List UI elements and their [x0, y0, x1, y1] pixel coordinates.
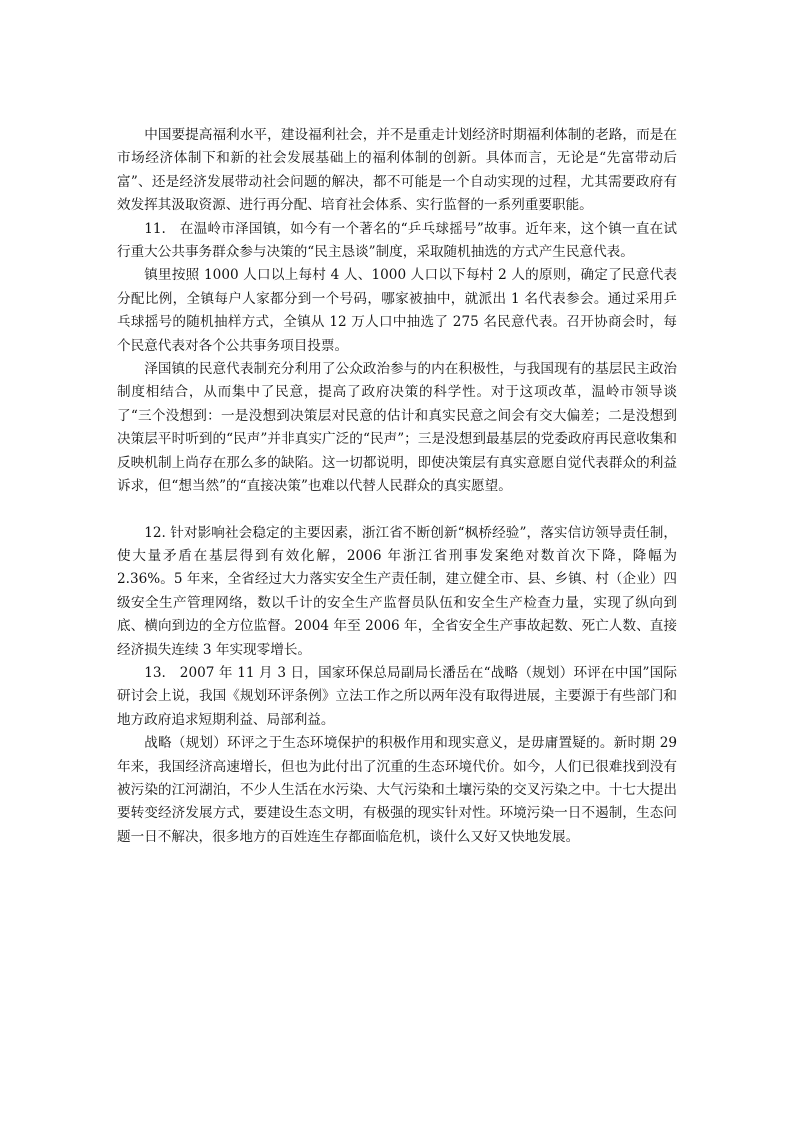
- paragraph-welfare: 中国要提高福利水平，建设福利社会，并不是重走计划经济时期福利体制的老路，而是在市场经济体制下和新的社会发展基础上的福利体制的创新。具体而言，无论是“先富带动后富”、还是经济发展带动社会问题的解决，都不可能是一个自动实现的过程，尤其需要政府有效发挥其汲取资源、进行再分配、培育社会体系、实行监督的一系列重要职能。: [117, 127, 677, 214]
- paragraph-13-environment: 战略（规划）环评之于生态环境保护的积极作用和现实意义，是毋庸置疑的。新时期 29 年来，我国经济高速增长，但也为此付出了沉重的生态环境代价。如今，人们已很难找到没有被污染的江河湖泊，不少人生活在水污染、大气污染和土壤污染的交叉污染之中。十七大提出要转变经济发展方式，要建设生态文明，有极强的现实针对性。环境污染一日不遏制，生态问题一日不解决，很多地方的百姓连生存都面临危机，谈什么又好又快地发展。: [117, 735, 677, 845]
- paragraph-12: 12. 针对影响社会稳定的主要因素，浙江省不断创新“枫桥经验”，落实信访领导责任制，使大量矛盾在基层得到有效化解，2006 年浙江省刑事发案绝对数首次下降，降幅为 2.36%。5 年来，全省经过大力落实安全生产责任制，建立健全市、县、乡镇、村（企业）四级安全生产管理网络，数以千计的安全生产监督员队伍和安全生产检查力量，实现了纵向到底、横向到边的全方位监督。2004 年至 2006 年，全省安全生产事故起数、死亡人数、直接经济损失连续 3 年实现零增长。: [117, 524, 677, 658]
- paragraph-11-sampling: 镇里按照 1000 人口以上每村 4 人、1000 人口以下每村 2 人的原则，确定了民意代表分配比例，全镇每户人家都分到一个号码，哪家被抽中，就派出 1 名代表参会。通过采用乒乓球摇号的随机抽样方式，全镇从 12 万人口中抽选了 275 名民意代表。召开协商会时，每个民意代表对各个公共事务项目投票。: [117, 267, 677, 354]
- paragraph-gap: [117, 499, 677, 522]
- paragraph-13: 13. 2007 年 11 月 3 日，国家环保总局副局长潘岳在“战略（规划）环评在中国”国际研讨会上说，我国《规划环评条例》立法工作之所以两年没有取得进展，主要源于有些部门和地方政府追求短期利益、局部利益。: [117, 664, 677, 728]
- paragraph-11: 11. 在温岭市泽国镇，如今有一个著名的“乒乓球摇号”故事。近年来，这个镇一直在试行重大公共事务群众参与决策的“民主恳谈”制度，采取随机抽选的方式产生民意代表。: [117, 220, 677, 261]
- document-body: [117, 124, 677, 849]
- paragraph-11-reform: 泽国镇的民意代表制充分利用了公众政治参与的内在积极性，与我国现有的基层民主政治制度相结合，从而集中了民意，提高了政府决策的科学性。对于这项改革，温岭市领导谈了“三个没想到：一是没想到决策层对民意的估计和真实民意之间会有交大偏差；二是没想到决策层平时听到的“民声”并非真实广泛的“民声”；三是没想到最基层的党委政府再民意收集和反映机制上尚存在那么多的缺陷。这一切都说明，即使决策层有真实意愿自觉代表群众的利益诉求，但“想当然”的“直接决策”也难以代替人民群众的真实愿望。: [117, 361, 677, 495]
